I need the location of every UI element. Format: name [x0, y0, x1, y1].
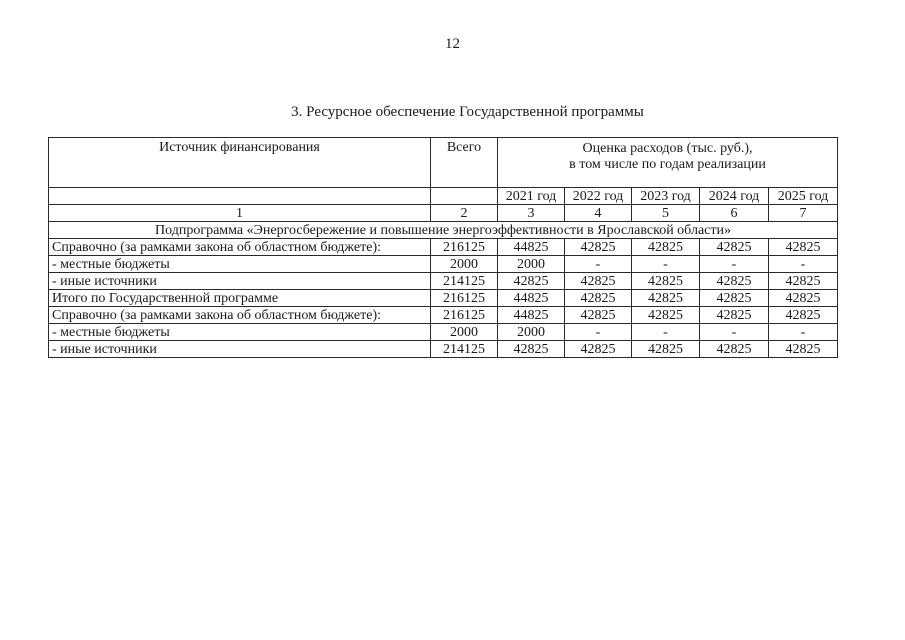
row-value: 42825	[632, 239, 700, 256]
column-number: 1	[49, 205, 431, 222]
row-value: 42825	[700, 239, 769, 256]
table-row	[49, 307, 838, 324]
row-value: 42825	[632, 290, 700, 307]
row-label: - местные бюджеты	[49, 256, 431, 273]
row-label: Справочно (за рамками закона об областном бюджете):	[49, 239, 431, 256]
row-value: 42825	[769, 239, 838, 256]
row-value: -	[565, 256, 632, 273]
row-value: 42825	[700, 290, 769, 307]
row-value: -	[632, 256, 700, 273]
row-total: 2000	[431, 256, 498, 273]
header-estimate	[498, 138, 838, 188]
header-total-continued	[431, 188, 498, 205]
column-number: 5	[632, 205, 700, 222]
header-year: 2025 год	[769, 188, 838, 205]
table-row	[49, 290, 838, 307]
subprogram-title: Подпрограмма «Энергосбережение и повышение энергоэффективности в Ярославской области»	[49, 222, 838, 239]
table-column-numbers-row	[49, 205, 838, 222]
row-total: 216125	[431, 239, 498, 256]
row-value: 42825	[769, 273, 838, 290]
subprogram-row	[49, 222, 838, 239]
header-estimate-line2: в том числе по годам реализации	[569, 157, 766, 172]
table-header-row	[49, 138, 838, 188]
row-value: 42825	[769, 307, 838, 324]
row-value: -	[769, 324, 838, 341]
column-number: 3	[498, 205, 565, 222]
row-value: 42825	[498, 273, 565, 290]
row-value: 42825	[565, 273, 632, 290]
row-value: 44825	[498, 239, 565, 256]
row-value: 42825	[498, 341, 565, 358]
row-value: 44825	[498, 290, 565, 307]
row-value: 42825	[632, 341, 700, 358]
header-source: Источник финансирования	[49, 138, 431, 188]
table-row	[49, 273, 838, 290]
row-value: 42825	[565, 307, 632, 324]
column-number: 4	[565, 205, 632, 222]
header-year: 2022 год	[565, 188, 632, 205]
row-total: 216125	[431, 290, 498, 307]
section-title: 3. Ресурсное обеспечение Государственной программы	[291, 104, 644, 120]
row-value: 42825	[632, 307, 700, 324]
row-total: 2000	[431, 324, 498, 341]
header-year: 2021 год	[498, 188, 565, 205]
table-row	[49, 239, 838, 256]
row-label: - иные источники	[49, 341, 431, 358]
row-value: 42825	[565, 290, 632, 307]
table-row	[49, 324, 838, 341]
row-value: -	[700, 256, 769, 273]
row-value: 42825	[769, 341, 838, 358]
row-value: -	[700, 324, 769, 341]
row-total: 216125	[431, 307, 498, 324]
header-year: 2024 год	[700, 188, 769, 205]
header-source-continued	[49, 188, 431, 205]
row-total: 214125	[431, 273, 498, 290]
row-total: 214125	[431, 341, 498, 358]
header-estimate-line1: Оценка расходов (тыс. руб.),	[582, 141, 753, 156]
row-value: 42825	[565, 341, 632, 358]
row-value: -	[632, 324, 700, 341]
column-number: 6	[700, 205, 769, 222]
row-value: -	[565, 324, 632, 341]
header-total: Всего	[431, 138, 498, 188]
row-value: 42825	[700, 273, 769, 290]
row-value: 42825	[632, 273, 700, 290]
column-number: 2	[431, 205, 498, 222]
row-value: 42825	[565, 239, 632, 256]
row-value: 2000	[498, 256, 565, 273]
row-value: 42825	[700, 307, 769, 324]
resource-table	[48, 137, 838, 358]
row-value: 44825	[498, 307, 565, 324]
row-value: 2000	[498, 324, 565, 341]
row-label: - местные бюджеты	[49, 324, 431, 341]
page-number: 12	[445, 36, 460, 52]
column-number: 7	[769, 205, 838, 222]
row-value: 42825	[769, 290, 838, 307]
header-year: 2023 год	[632, 188, 700, 205]
table-row	[49, 341, 838, 358]
table-years-row	[49, 188, 838, 205]
table-row	[49, 256, 838, 273]
row-label: Итого по Государственной программе	[49, 290, 431, 307]
row-label: - иные источники	[49, 273, 431, 290]
row-label: Справочно (за рамками закона об областном бюджете):	[49, 307, 431, 324]
row-value: 42825	[700, 341, 769, 358]
row-value: -	[769, 256, 838, 273]
